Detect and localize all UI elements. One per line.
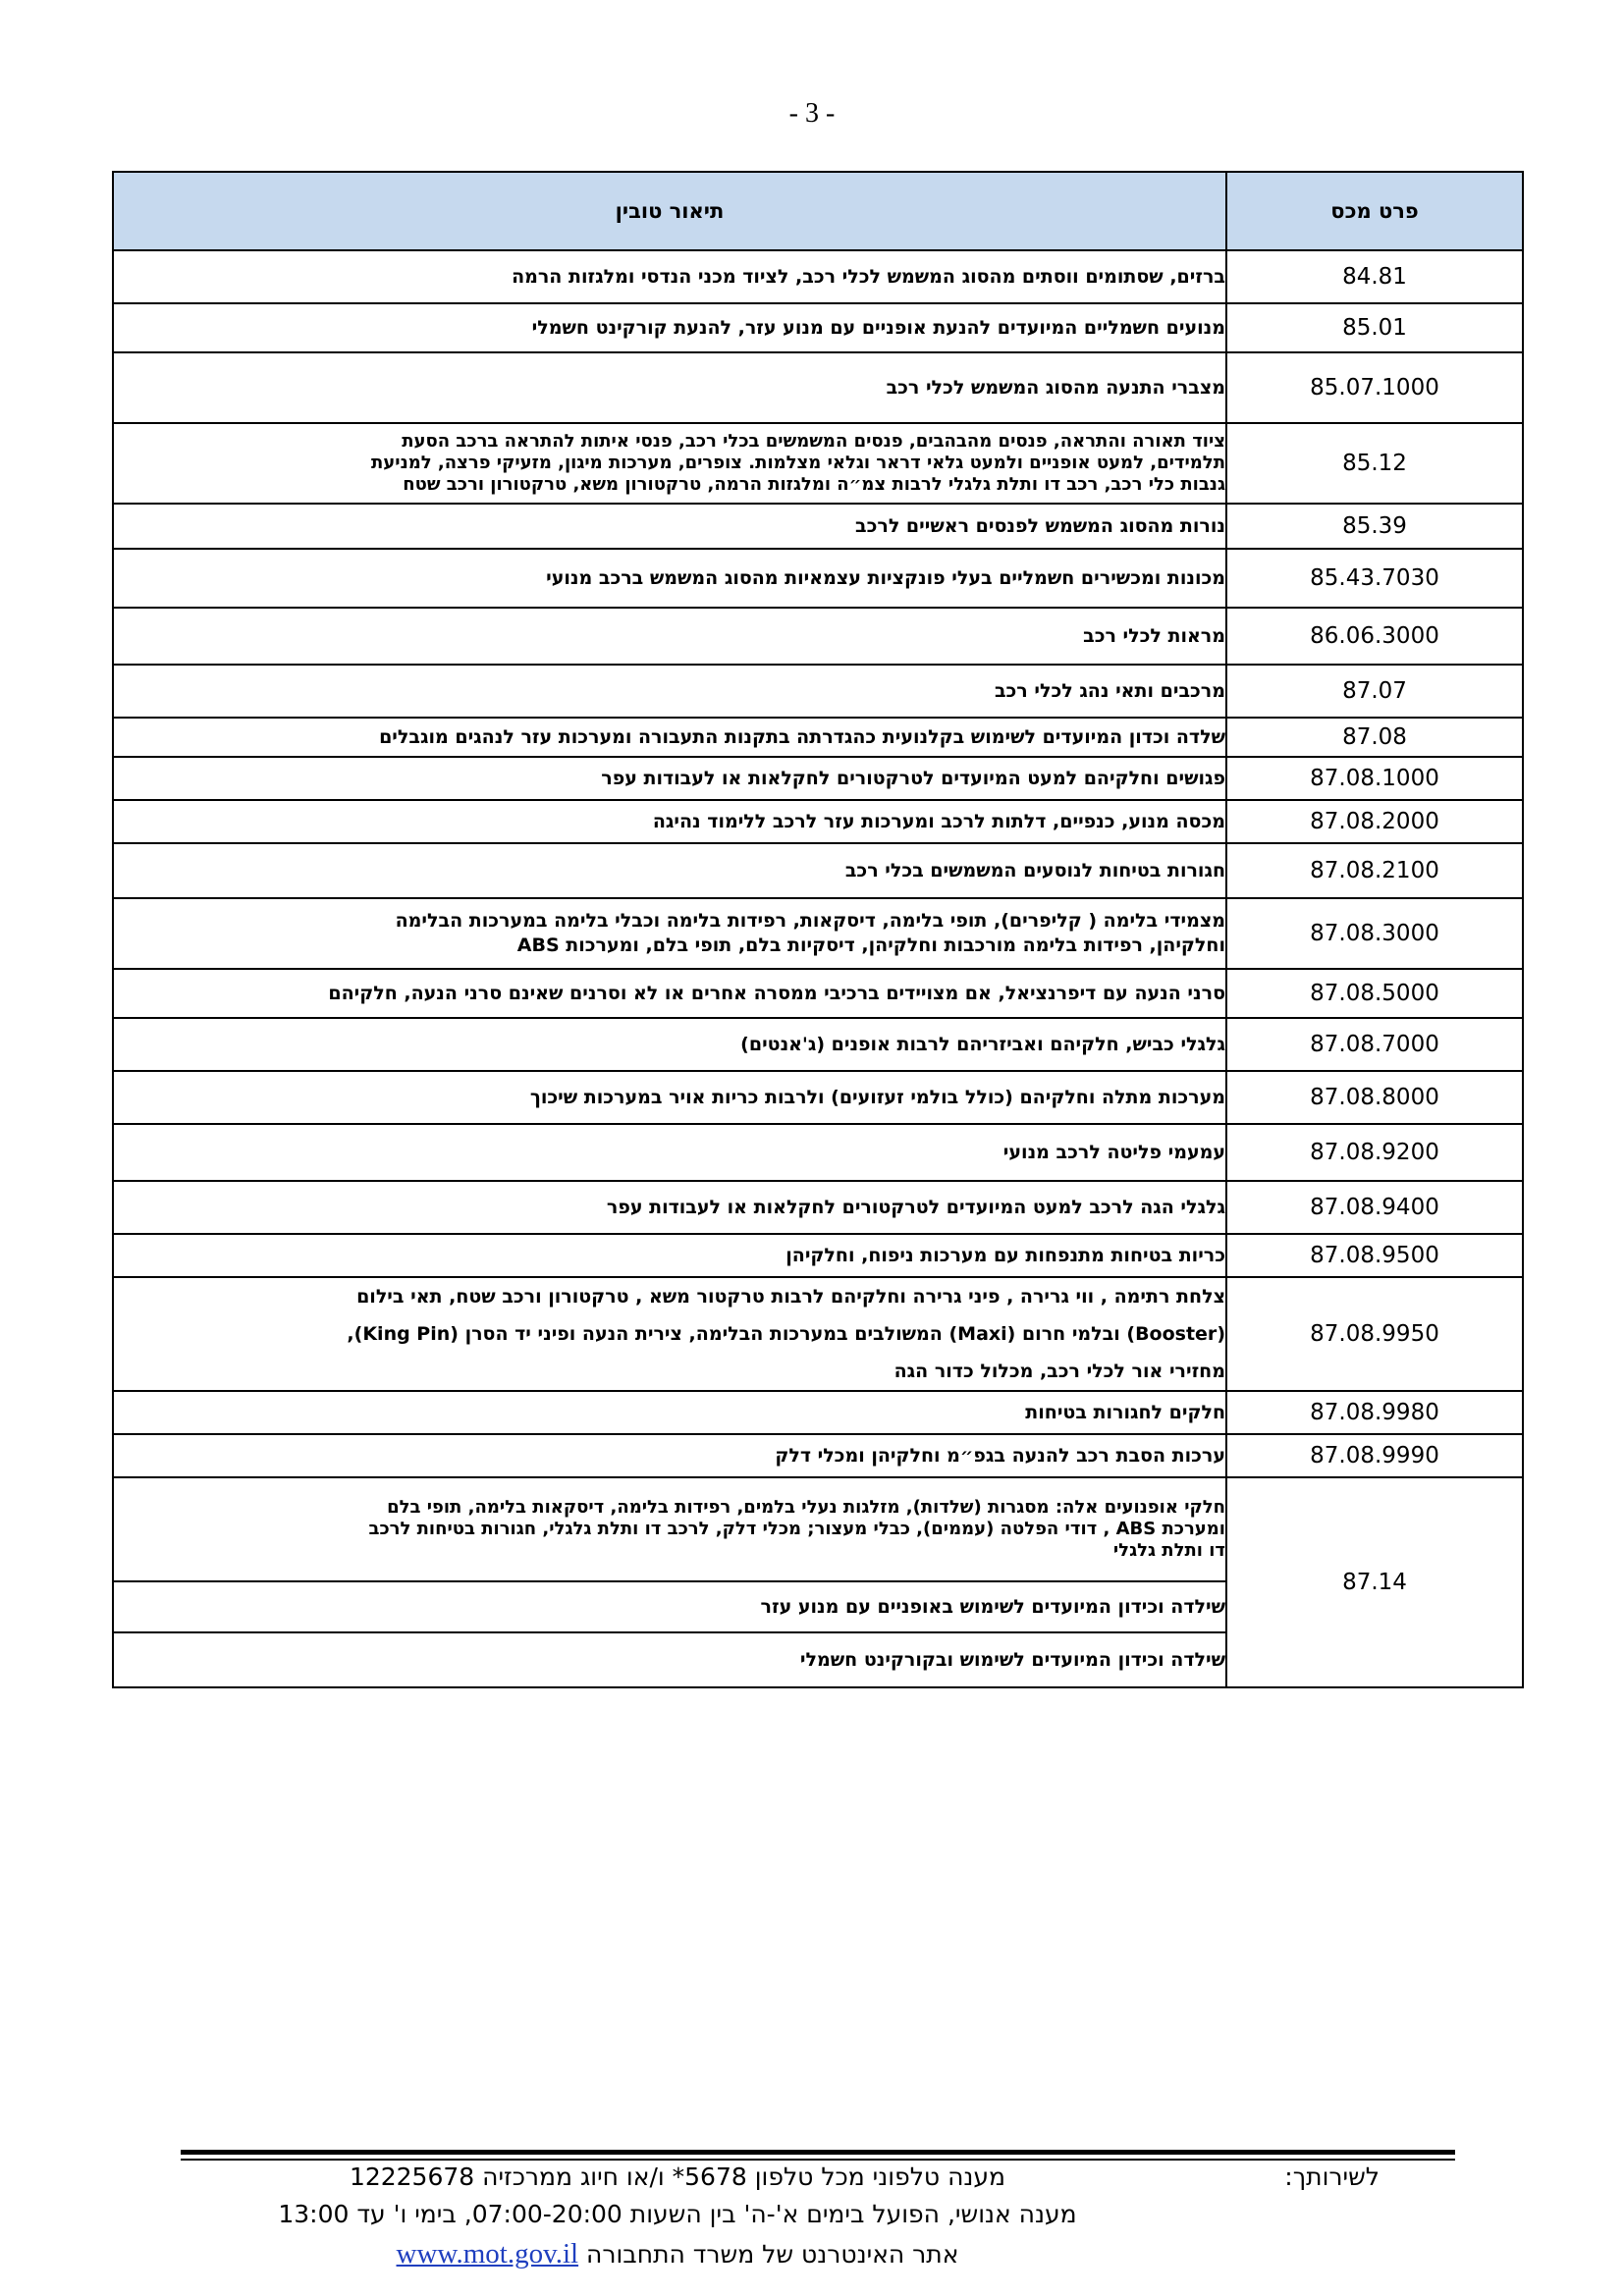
customs-code: 84.81 <box>1226 250 1523 303</box>
goods-description <box>113 1277 1226 1391</box>
description-line: שלדה וכדון המיועדים לשימוש בקלנועית כהגדרתה בתקנות התעבורה ומערכות עזר לנהגים מוגבלים <box>379 725 1225 748</box>
table-row <box>113 1277 1523 1391</box>
description-line: חגורות בטיחות לנוסעים המשמשים בכלי רכב <box>844 859 1225 881</box>
goods-description <box>113 608 1226 665</box>
goods-description <box>113 1018 1226 1071</box>
description-line: חלקים לחגורות בטיחות <box>1025 1401 1225 1423</box>
table-row <box>113 898 1523 969</box>
customs-code: 85.43.7030 <box>1226 549 1523 608</box>
customs-code: 87.08.5000 <box>1226 969 1523 1018</box>
website-link[interactable]: www.mot.gov.il <box>396 2238 579 2269</box>
goods-description <box>113 898 1226 969</box>
goods-description <box>113 1181 1226 1234</box>
goods-description <box>113 1391 1226 1434</box>
header-customs-item: פרט מכס <box>1226 172 1523 250</box>
goods-description <box>113 800 1226 843</box>
description-line: חלקי אופנועים אלה: מסגרות (שלדות), מזלגות נעלי בלמים, רפידות בלימה, דיסקאות בלימה, תופי בלם <box>387 1497 1225 1518</box>
table-row <box>113 1391 1523 1434</box>
description-line: מראות לכלי רכב <box>1083 624 1225 647</box>
customs-code: 86.06.3000 <box>1226 608 1523 665</box>
table-row <box>113 250 1523 303</box>
goods-description <box>113 1234 1226 1277</box>
description-line: גנבות כלי רכב, רכב דו ותלת גלגלי לרבות צמ״ה ומלגזות הרמה, טרקטורון משא, טרקטורון ורכב שטח <box>403 474 1225 495</box>
goods-description <box>113 1581 1226 1632</box>
table-row <box>113 352 1523 423</box>
description-line: ערכות הסבת רכב להנעה בגפ״מ וחלקיהן ומכלי דלק <box>775 1444 1225 1467</box>
customs-code: 87.08.9400 <box>1226 1181 1523 1234</box>
table-row <box>113 843 1523 898</box>
table-row <box>113 1018 1523 1071</box>
goods-description <box>113 250 1226 303</box>
description-line: סרני הנעה עם דיפרנציאל, אם מצויידים ברכיבי ממסרה אחרים או לא וסרנים שאינם סרני הנעה, חלקיהם <box>328 982 1225 1004</box>
customs-code: 85.01 <box>1226 303 1523 352</box>
description-line: נורות מהסוג המשמש לפנסים ראשיים לרכב <box>855 514 1225 537</box>
description-line: מכסה מנוע, כנפיים, דלתות לרכב ומערכות עזר לרכב ללימוד נהיגה <box>652 810 1225 832</box>
description-line: כריות בטיחות מתנפחות עם מערכות ניפוח, וחלקיהן <box>785 1244 1225 1266</box>
customs-code: 87.08.3000 <box>1226 898 1523 969</box>
description-line: (Booster) ובלמי חרום (Maxi) המשולבים במערכות הבלימה, צירית הנעה ופיני יד הסרן (King Pin), <box>347 1323 1225 1345</box>
description-line: ברזים, שסתומים ווסתים מהסוג המשמש לכלי רכב, לציוד מכני הנדסי ומלגזות הרמה <box>512 265 1225 288</box>
table-row <box>113 608 1523 665</box>
header-goods-description: תיאור טובין <box>113 172 1226 250</box>
description-line: תלמידים, למעט אופניים ולמעט גלאי דראר וגלאי מצלמות. צופרים, מערכות מיגון, מזעיקי פרצה, למניעת <box>370 453 1225 473</box>
goods-description <box>113 718 1226 757</box>
description-line: שילדה וכידון המיועדים לשימוש ובקורקינט חשמלי <box>799 1648 1225 1671</box>
customs-code: 85.12 <box>1226 423 1523 504</box>
footer-service-label: לשירותך: <box>1284 2163 1380 2191</box>
goods-description <box>113 303 1226 352</box>
customs-code: 87.08.9980 <box>1226 1391 1523 1434</box>
description-line: גלגלי הגה לרכב למעט המיועדים לטרקטורים לחקלאות או לעבודות עפר <box>606 1196 1225 1218</box>
description-line: וחלקיהן, רפידות בלימה מורכבות וחלקיהן, דיסקיות בלם, תופי בלם, ומערכות ABS <box>516 934 1225 956</box>
customs-code: 87.08.9950 <box>1226 1277 1523 1391</box>
page-number: - 3 - <box>788 98 836 129</box>
table-row <box>113 423 1523 504</box>
customs-code: 87.08.8000 <box>1226 1071 1523 1124</box>
table-row <box>113 969 1523 1018</box>
table-header-row <box>113 172 1523 250</box>
customs-code: 87.08.1000 <box>1226 757 1523 800</box>
table-row <box>113 504 1523 549</box>
table-row <box>113 718 1523 757</box>
goods-description <box>113 504 1226 549</box>
description-line: ציוד תאורה והתראה, פנסים מהבהבים, פנסים המשמשים בכלי רכב, פנסי איתות להתראה ברכב הסעת <box>402 431 1225 452</box>
goods-description <box>113 1434 1226 1477</box>
table-row <box>113 757 1523 800</box>
table-row <box>113 1477 1523 1581</box>
table-row <box>113 1434 1523 1477</box>
customs-code: 87.08 <box>1226 718 1523 757</box>
table-row <box>113 549 1523 608</box>
goods-description <box>113 665 1226 718</box>
footer-divider <box>181 2150 1455 2155</box>
description-line: דו ותלת גלגלי <box>1112 1540 1225 1561</box>
goods-description <box>113 1124 1226 1181</box>
customs-code: 87.08.9990 <box>1226 1434 1523 1477</box>
description-line: עמעמי פליטה לרכב מנועי <box>1002 1141 1225 1163</box>
website-label: אתר האינטרנט של משרד התחבורה <box>586 2240 959 2269</box>
table-row <box>113 1181 1523 1234</box>
description-line: מרכבים ותאי נהג לכלי רכב <box>994 679 1225 702</box>
customs-tariff-table <box>112 171 1524 1688</box>
customs-code: 85.07.1000 <box>1226 352 1523 423</box>
goods-description <box>113 352 1226 423</box>
description-line: פגושים וחלקיהם למעט המיועדים לטרקטורים לחקלאות או לעבודות עפר <box>601 767 1225 789</box>
table-row <box>113 800 1523 843</box>
footer-divider-thin <box>181 2159 1455 2161</box>
table-row <box>113 1071 1523 1124</box>
goods-description <box>113 969 1226 1018</box>
table-row <box>113 665 1523 718</box>
goods-description <box>113 423 1226 504</box>
goods-description <box>113 549 1226 608</box>
description-line: מערכות מתלה וחלקיהם (כולל בולמי זעזועים) ולרבות כריות אויר במערכות שיכוך <box>529 1086 1225 1108</box>
description-line: ומערכת ABS , דודי הפלטה (עממים), כבלי מעצור; מכלי דלק, לרכב דו ותלת גלגלי, חגורות בטיחות לרכב <box>368 1519 1225 1539</box>
table-row <box>113 303 1523 352</box>
description-line: שילדה וכידון המיועדים לשימוש באופניים עם מנוע עזר <box>760 1595 1225 1618</box>
description-line: מנועים חשמליים המיועדים להנעת אופניים עם מנוע עזר, להנעת קורקינט חשמלי <box>531 316 1225 339</box>
description-line: מחזירי אור לכלי רכב, מכלול כדור הגה <box>893 1361 1225 1382</box>
table-row <box>113 1124 1523 1181</box>
customs-code: 87.08.2000 <box>1226 800 1523 843</box>
description-line: מכונות ומכשירים חשמליים בעלי פונקציות עצמאיות מהסוג המשמש ברכב מנועי <box>546 566 1225 589</box>
goods-description <box>113 1071 1226 1124</box>
customs-code: 87.08.9500 <box>1226 1234 1523 1277</box>
customs-code: 87.08.7000 <box>1226 1018 1523 1071</box>
footer-phone-line: מענה טלפוני מכל טלפון 5678* ו/או חיוג ממרכזיה 12225678 <box>349 2163 1006 2191</box>
goods-description <box>113 1477 1226 1581</box>
goods-description <box>113 843 1226 898</box>
customs-code: 87.08.2100 <box>1226 843 1523 898</box>
customs-code: 85.39 <box>1226 504 1523 549</box>
customs-code: 87.08.9200 <box>1226 1124 1523 1181</box>
description-line: גלגלי כביש, חלקיהם ואביזריהם לרבות אופנים (ג'אנטים) <box>740 1033 1225 1055</box>
customs-code: 87.14 <box>1226 1477 1523 1687</box>
table-row <box>113 1234 1523 1277</box>
footer-website-line <box>177 2238 1178 2270</box>
goods-description <box>113 757 1226 800</box>
customs-code: 87.07 <box>1226 665 1523 718</box>
description-line: צלחת רתימה , ווי גרירה , פיני גרירה וחלקיהם לרבות טרקטור משא , טרקטורון ורכב שטח, תאי בילום <box>356 1286 1225 1308</box>
footer-hours-line: מענה אנושי, הפועל בימים א'-ה' בין השעות 07:00-20:00, בימי ו' עד 13:00 <box>278 2200 1077 2228</box>
description-line: מצמידי בלימה ( קליפרים), תופי בלימה, דיסקאות, רפידות בלימה וכבלי בלימה במערכות הבלימה <box>395 910 1225 932</box>
goods-description <box>113 1632 1226 1687</box>
description-line: מצברי התנעה מהסוג המשמש לכלי רכב <box>886 376 1225 399</box>
